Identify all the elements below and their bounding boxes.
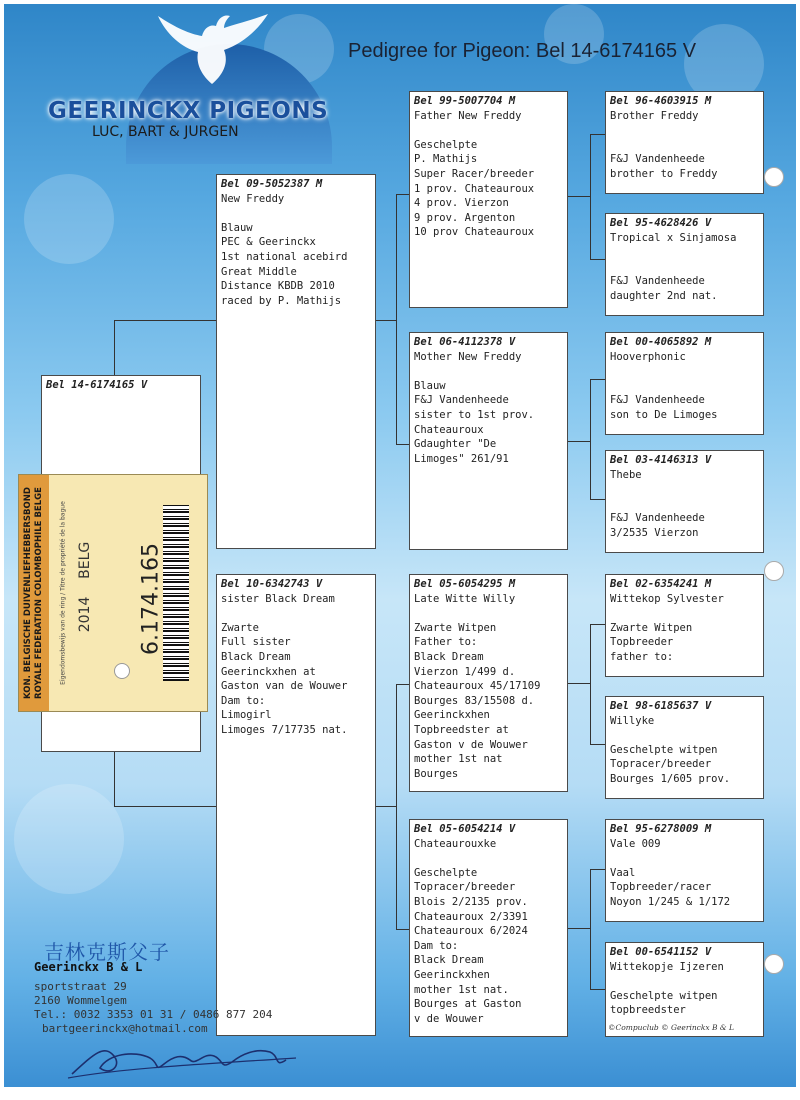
pigeon-note-line: Limoges" 261/91 [414,452,509,465]
pigeon-note-line: Chateauroux 2/3391 [414,910,528,923]
connector-line [590,134,591,259]
pigeon-notes [414,109,563,240]
pigeon-notes [414,837,563,1027]
pigeon-note-line: 1st national acebird [221,250,348,263]
card-year: 2014 [77,596,93,633]
pigeon-note-line: Geerinckxhen at [221,665,316,678]
pigeon-box-sire [216,174,376,549]
pigeon-notes [221,192,371,309]
connector-line [396,194,409,195]
connector-line [396,684,397,929]
pigeon-note-line: Full sister [221,636,291,649]
pigeon-note-line: New Freddy [221,192,285,205]
pigeon-notes [414,350,563,467]
spacer [221,206,371,221]
chinese-name: 吉林克斯父子 [44,940,170,964]
federation-line: ROYALE FEDERATION COLOMBOPHILE BELGE [34,487,44,699]
punch-hole [764,167,784,187]
spacer [414,606,563,621]
card-year-country [77,542,93,633]
pigeon-note-line: Blauw [221,221,253,234]
spacer [610,364,759,379]
punch-hole [764,954,784,974]
pigeon-note-line: Dam to: [414,939,459,952]
pigeon-box-sds [605,332,764,435]
pigeon-box-dam-dam [409,819,568,1037]
connector-line [396,684,409,685]
phone-number: Tel.: 0032 3353 01 31 / 0486 877 204 [34,1008,273,1021]
connector-line [590,379,605,380]
pigeon-notes [610,714,759,787]
pigeon-note-line: Hooverphonic [610,350,686,363]
pigeon-note-line: Topracer/breeder [414,881,516,894]
pigeon-note-line: P. Mathijs [414,153,478,166]
pigeon-note-line: topbreedster [610,1004,686,1017]
pigeon-note-line: Super Racer/breeder [414,167,535,180]
pigeon-note-line: Vale 009 [610,837,661,850]
card-hole [114,663,130,679]
ring-number: Bel 95-6278009 M [610,823,712,835]
card-federation-text [23,477,45,709]
connector-line [114,320,218,321]
pigeon-notes [610,592,759,665]
card-owner-note: Eigendomsbewijs van de ring / Titre de propriété de la bague [59,501,67,685]
pigeon-note-line: Blois 2/2135 prov. [414,895,528,908]
connector-line [114,806,218,807]
ring-number: Bel 05-6054295 M [414,578,516,590]
pigeon-note-line: Geschelpte witpen [610,743,718,756]
ring-number: Bel 00-6541152 V [610,946,712,958]
connector-line [590,499,605,500]
pigeon-note-line: Vaal [610,866,636,879]
pigeon-note-line: Geschelpte witpen [610,989,718,1002]
ring-number: Bel 99-5007704 M [414,95,516,107]
pigeon-note-line: Geschelpte [414,866,478,879]
page-title: Pedigree for Pigeon: Bel 14-6174165 V [348,40,697,62]
pigeon-notes [610,837,759,910]
address-city: 2160 Wommelgem [34,994,127,1007]
pigeon-note-line: Limoges 7/17735 nat. [221,723,348,736]
connector-line [590,744,605,745]
pigeon-box-sss [605,91,764,194]
software-credit: ©Compuclub © Geerinckx B & L [608,1023,734,1032]
connector-line [590,869,591,989]
connector-line [568,928,590,929]
pigeon-note-line: F&J Vandenheede [414,394,509,407]
pigeon-note-line: mother 1st nat. [414,983,509,996]
connector-line [396,194,397,444]
connector-line [590,134,605,135]
pigeon-notes [610,109,759,182]
pigeon-notes [610,468,759,541]
pigeon-note-line: Late Witte Willy [414,592,516,605]
pigeon-note-line: Black Dream [221,650,291,663]
punch-hole [764,561,784,581]
pigeon-note-line: F&J Vandenheede [610,512,705,525]
company-name: Geerinckx B & L [34,960,143,974]
pigeon-note-line: father to: [610,650,674,663]
pigeon-note-line: Geerinckxhen [414,709,490,722]
pigeon-box-dam [216,574,376,1036]
ring-number: Bel 98-6185637 V [610,700,712,712]
pigeon-note-line: Zwarte Witpen [414,621,497,634]
bokeh-circle [14,784,124,894]
pigeon-note-line: Wittekopje Ijzeren [610,960,724,973]
ring-number: Bel 09-5052387 M [221,178,323,190]
pigeon-note-line: PEC & Geerinckx [221,236,316,249]
spacer [414,851,563,866]
pigeon-box-sire-sire [409,91,568,308]
connector-line [590,869,605,870]
pigeon-note-line: 10 prov Chateauroux [414,226,535,239]
ring-card [18,474,208,712]
pigeon-note-line: Willyke [610,714,655,727]
pigeon-note-line: Zwarte [221,621,259,634]
pigeon-box-dds [605,819,764,922]
pigeon-note-line: Zwarte Witpen [610,621,693,634]
pigeon-note-line: Blauw [414,379,446,392]
connector-line [590,624,591,744]
pigeon-note-line: Limogirl [221,709,272,722]
ring-number: Bel 00-4065892 M [610,336,712,348]
federation-line: KON. BELGISCHE DUIVENLIEFHEBBERSBOND [23,487,33,699]
bokeh-circle [24,174,114,264]
pigeon-note-line: Topbreeder [610,636,674,649]
pigeon-box-dam-sire [409,574,568,792]
pigeon-note-line: 9 prov. Argenton [414,211,516,224]
pigeon-note-line: Bourges [414,767,459,780]
pigeon-notes [610,350,759,423]
connector-line [590,989,605,990]
connector-line [568,683,590,684]
connector-line [396,929,409,930]
pigeon-note-line: mother 1st nat [414,753,503,766]
pigeon-note-line: Gaston v de Wouwer [414,738,528,751]
pigeon-box-sdd [605,450,764,553]
ring-number: Bel 95-4628426 V [610,217,712,229]
connector-line [568,441,590,442]
dove-logo-icon [152,12,272,96]
pigeon-box-dss [605,574,764,677]
spacer [610,138,759,153]
pigeon-note-line: Gaston van de Wouwer [221,680,348,693]
pigeon-note-line: Mother New Freddy [414,350,522,363]
ring-number: Bel 06-4112378 V [414,336,516,348]
pigeon-note-line: Topbreedster at [414,723,509,736]
ring-number: Bel 05-6054214 V [414,823,516,835]
connector-line [396,444,409,445]
pigeon-notes [610,231,759,304]
pigeon-note-line: F&J Vandenheede [610,153,705,166]
pigeon-note-line: Black Dream [414,954,484,967]
pigeon-note-line: Geerinckxhen [414,968,490,981]
pigeon-note-line: Tropical x Sinjamosa [610,231,737,244]
pigeon-note-line: Thebe [610,468,642,481]
pigeon-note-line: Wittekop Sylvester [610,592,724,605]
pigeon-note-line: Bourges 83/15508 d. [414,694,535,707]
pigeon-note-line: Vierzon 1/499 d. [414,665,516,678]
pedigree-sheet [4,4,796,1087]
spacer [610,482,759,497]
spacer [610,497,759,512]
pigeon-note-line: 1 prov. Chateauroux [414,182,535,195]
connector-line [590,259,605,260]
pigeon-note-line: son to De Limoges [610,408,718,421]
pigeon-note-line: 4 prov. Vierzon [414,197,509,210]
pigeon-note-line: Chateauroux 45/17109 [414,680,541,693]
pigeon-note-line: Dam to: [221,694,266,707]
ring-number: Bel 03-4146313 V [610,454,712,466]
pigeon-note-line: sister to 1st prov. [414,408,535,421]
spacer [221,606,371,621]
pigeon-note-line: Noyon 1/245 & 1/172 [610,895,731,908]
pigeon-note-line: daughter 2nd nat. [610,289,718,302]
address-street: sportstraat 29 [34,980,127,993]
pigeon-note-line: Bourges at Gaston [414,998,522,1011]
card-ring-number: 6.174.165 [138,543,164,655]
connector-line [376,320,396,321]
pigeon-note-line: raced by P. Mathijs [221,294,342,307]
pigeon-notes [610,960,759,1018]
ring-number: Bel 96-4603915 M [610,95,712,107]
pigeon-note-line: F&J Vandenheede [610,394,705,407]
connector-line [376,806,396,807]
spacer [610,728,759,743]
pigeon-note-line: Brother Freddy [610,109,699,122]
spacer [610,974,759,989]
pigeon-notes [221,592,371,738]
pigeon-box-sire-dam [409,332,568,550]
email-address: bartgeerinckx@hotmail.com [42,1022,208,1035]
pigeon-note-line: v de Wouwer [414,1012,484,1025]
brand-name: GEERINCKX PIGEONS [48,98,329,124]
spacer [610,123,759,138]
connector-line [568,196,590,197]
spacer [610,606,759,621]
pigeon-box-dsd [605,696,764,799]
pigeon-note-line: F&J Vandenheede [610,275,705,288]
pigeon-note-line: 3/2535 Vierzon [610,526,699,539]
pigeon-note-line: Great Middle [221,265,297,278]
pigeon-note-line: Gdaughter "De [414,438,497,451]
pigeon-note-line: Bourges 1/605 prov. [610,772,731,785]
pigeon-note-line: Black Dream [414,650,484,663]
pigeon-note-line: Topracer/breeder [610,758,712,771]
pigeon-notes [414,592,563,782]
spacer [414,364,563,379]
ring-number: Bel 02-6354241 M [610,578,712,590]
pigeon-note-line: sister Black Dream [221,592,335,605]
card-country: BELG [77,541,93,579]
spacer [610,379,759,394]
pigeon-note-line: Father New Freddy [414,109,522,122]
pigeon-note-line: Topbreeder/racer [610,881,712,894]
pigeon-note-line: Geschelpte [414,138,478,151]
brand-subtitle: LUC, BART & JURGEN [92,124,239,140]
spacer [610,260,759,275]
ring-number: Bel 10-6342743 V [221,578,323,590]
pigeon-note-line: Chateauroux [414,423,484,436]
spacer [414,123,563,138]
spacer [610,851,759,866]
pigeon-note-line: Distance KBDB 2010 [221,280,335,293]
pigeon-note-line: Father to: [414,636,478,649]
pigeon-note-line: Chateaurouxke [414,837,497,850]
connector-line [590,379,591,499]
barcode-icon [163,505,189,681]
spacer [610,245,759,260]
subject-ring: Bel 14-6174165 V [46,379,148,391]
connector-line [590,624,605,625]
pigeon-note-line: Chateauroux 6/2024 [414,925,528,938]
pigeon-box-ssd [605,213,764,316]
signature-icon [64,1034,304,1084]
pigeon-note-line: brother to Freddy [610,167,718,180]
